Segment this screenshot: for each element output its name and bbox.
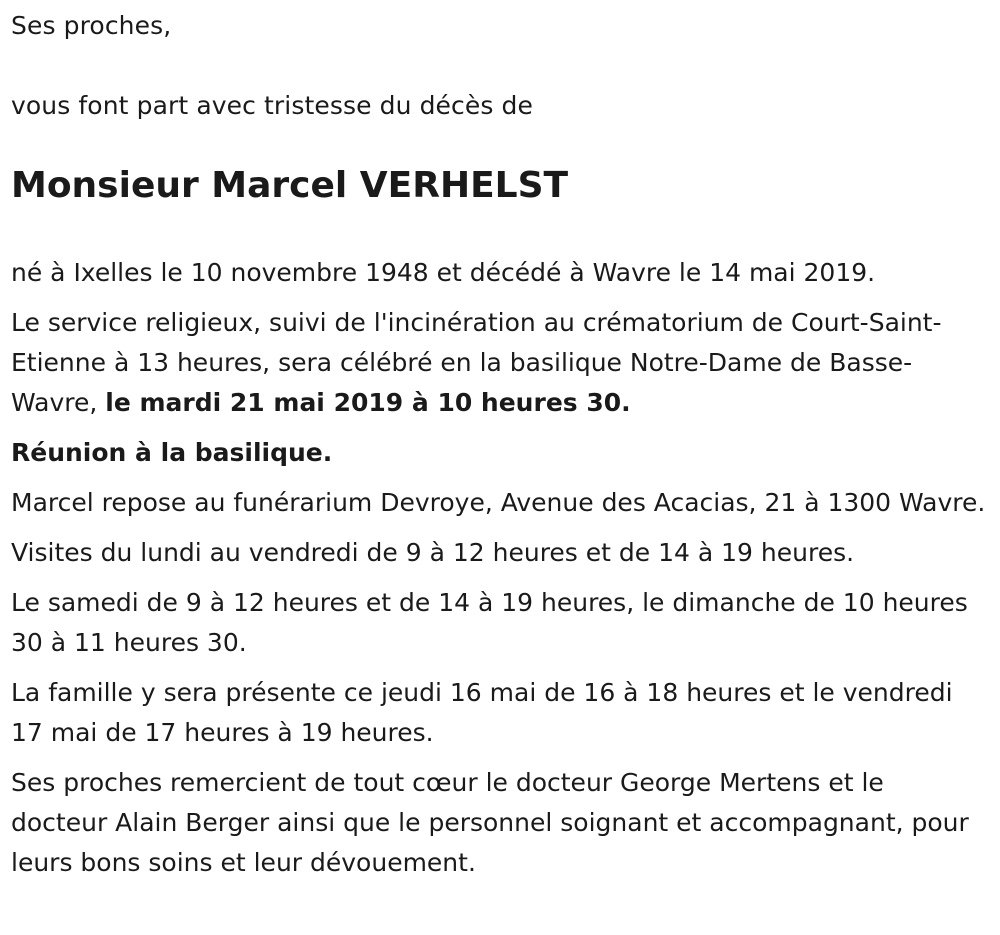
service-paragraph xyxy=(11,303,986,423)
greeting-text: Ses proches, xyxy=(11,11,172,40)
deceased-name: Monsieur Marcel VERHELST xyxy=(11,165,569,206)
thanks-text: Ses proches remercient de tout cœur le docteur George Mertens et le docteur Alain Berger ainsi que le personnel soignant et accompagnant, pour leurs bons soins et leur dévouement. xyxy=(11,768,969,877)
gathering-bold: Réunion à la basilique. xyxy=(11,438,333,467)
notice-body xyxy=(11,253,986,893)
family-presence-text: La famille y sera présente ce jeudi 16 mai de 16 à 18 heures et le vendredi 17 mai de 17 heures à 19 heures. xyxy=(11,678,953,747)
service-text: Le service religieux, suivi de l'incinération au crématorium de Court-Saint-Etienne à 13 heures, sera célébré en la basilique Notre-Dame de Basse-Wavre, xyxy=(11,308,942,417)
birth-death-text: né à Ixelles le 10 novembre 1948 et décédé à Wavre le 14 mai 2019. xyxy=(11,258,876,287)
visits-weekend-text: Le samedi de 9 à 12 heures et de 14 à 19 heures, le dimanche de 10 heures 30 à 11 heures 30. xyxy=(11,588,968,657)
visits-weekdays-text: Visites du lundi au vendredi de 9 à 12 heures et de 14 à 19 heures. xyxy=(11,538,855,567)
service-date: le mardi 21 mai 2019 à 10 heures 30. xyxy=(105,388,631,417)
rest-place-text: Marcel repose au funérarium Devroye, Avenue des Acacias, 21 à 1300 Wavre. xyxy=(11,488,986,517)
intro-text: vous font part avec tristesse du décès de xyxy=(11,91,533,120)
gathering-text xyxy=(11,433,986,473)
